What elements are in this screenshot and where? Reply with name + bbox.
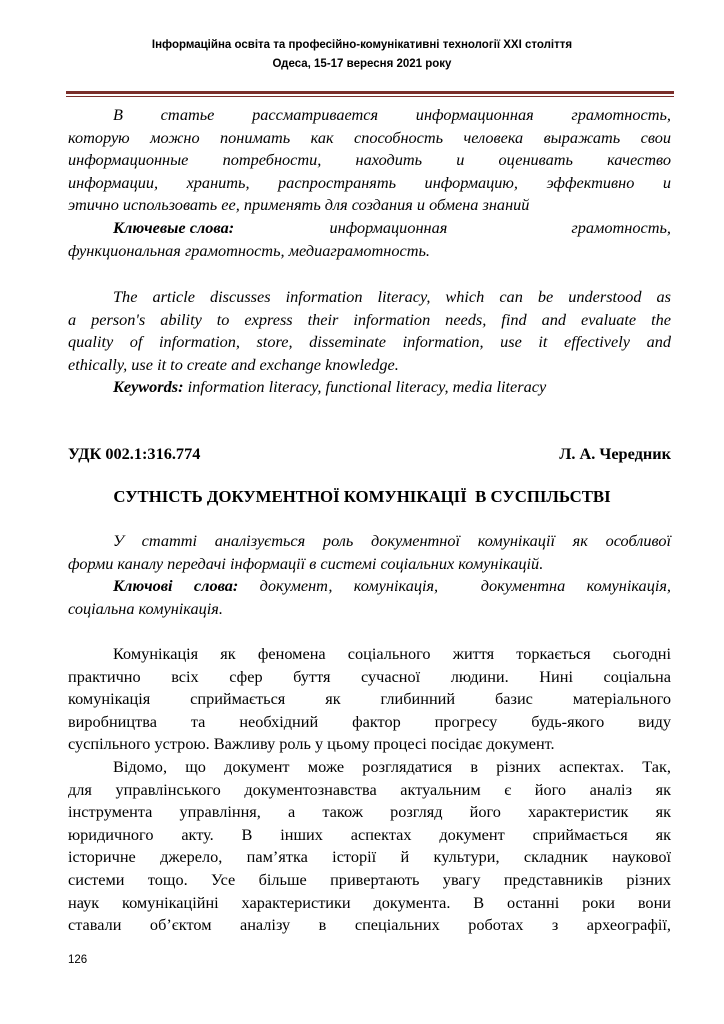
abstract-uk — [68, 530, 671, 620]
body-line: наук комунікаційні характеристики документа. В останні роки вони — [68, 892, 671, 912]
abstract-ru-line: В статье рассматривается информационная грамотность, — [113, 105, 671, 124]
page-number: 126 — [68, 954, 88, 966]
body-line: суспільного устрою. Важливу роль у цьому процесі посідає документ. — [68, 734, 555, 754]
abstract-ru-line: которую можно понимать как способность человека выражать свои — [68, 127, 671, 147]
abstract-en-line: The article discusses information literacy, which can be understood as — [113, 287, 671, 306]
abstract-ru-line: информации, хранить, распространять информацию, эффективно и — [68, 172, 671, 192]
abstract-ru-line: информационные потребности, находить и оценивать качество — [68, 150, 671, 170]
header-rule-thin — [66, 96, 674, 97]
body-line: практично всіх сфер буття сучасної людини. Нині соціальна — [68, 666, 671, 686]
running-header-date: Одеса, 15-17 вересня 2021 року — [272, 58, 452, 70]
abstract-uk-line: форми каналу передачі інформації в системі соціальних комунікацій. — [68, 553, 544, 573]
body-line: юридичного акту. В інших аспектах документ сприймається як — [68, 824, 671, 844]
keywords-label-en: Keywords: — [113, 377, 184, 397]
body-line: виробництва та необхідний фактор прогресу будь-якого виду — [68, 711, 671, 731]
body-line: ставали об’єктом аналізу в спеціальних роботах з археографії, — [68, 915, 671, 935]
abstract-ru-keywords-cont: функциональная грамотность, медиаграмотность. — [68, 240, 430, 260]
body-paragraph-2 — [68, 756, 671, 937]
keywords-en-text: information literacy, functional literacy, media literacy — [183, 377, 547, 397]
abstract-uk-keywords — [68, 575, 671, 598]
article-title: СУТНІСТЬ ДОКУМЕНТНОЇ КОМУНІКАЦІЇ В СУСПІЛЬСТВІ — [113, 487, 611, 506]
keywords-ru-text: информационная грамотность, — [329, 217, 671, 237]
abstract-en — [68, 286, 671, 399]
keywords-label-uk: Ключові слова: — [113, 576, 239, 596]
keywords-uk-text: документ, комунікація, документна комунікація, — [238, 576, 671, 596]
body-line: для управлінського документознавства актуальним є його аналіз як — [68, 779, 671, 799]
body-line: системи тощо. Усе більше привертають увагу представників різних — [68, 869, 671, 889]
body-line: Комунікація як феномена соціального життя торкається сьогодні — [113, 644, 671, 663]
abstract-ru-line: этично использовать ее, применять для создания и обмена знаний — [68, 195, 530, 215]
abstract-ru — [68, 104, 671, 262]
abstract-uk-line: У статті аналізується роль документної комунікації як особливої — [113, 531, 671, 550]
udk-author-row — [68, 444, 671, 464]
body-paragraph-1 — [68, 643, 671, 756]
body-line: історичне джерело, пам’ятка історії й культури, складник наукової — [68, 847, 671, 867]
abstract-en-line: quality of information, store, disseminate information, use it effectively and — [68, 332, 671, 352]
body-line: Відомо, що документ може розглядатися в різних аспектах. Так, — [113, 757, 671, 776]
abstract-en-keywords — [68, 376, 671, 399]
body-line: комунікація сприймається як глибинний базис матеріального — [68, 689, 671, 709]
body-line: інструмента управління, а також розгляд його характеристик як — [68, 802, 671, 822]
abstract-uk-keywords-cont: соціальна комунікація. — [68, 598, 223, 618]
header-rule-thick — [66, 91, 674, 94]
abstract-ru-keywords — [68, 217, 671, 240]
author-name: Л. А. Чередник — [559, 444, 671, 463]
running-header-title: Інформаційна освіта та професійно-комунікативні технології ХХІ століття — [151, 39, 573, 51]
keywords-label-ru: Ключевые слова: — [113, 217, 235, 237]
abstract-en-line: a person's ability to express their information needs, find and evaluate the — [68, 309, 671, 329]
abstract-en-line: ethically, use it to create and exchange knowledge. — [68, 354, 399, 374]
udk-code: УДК 002.1:316.774 — [68, 444, 201, 463]
